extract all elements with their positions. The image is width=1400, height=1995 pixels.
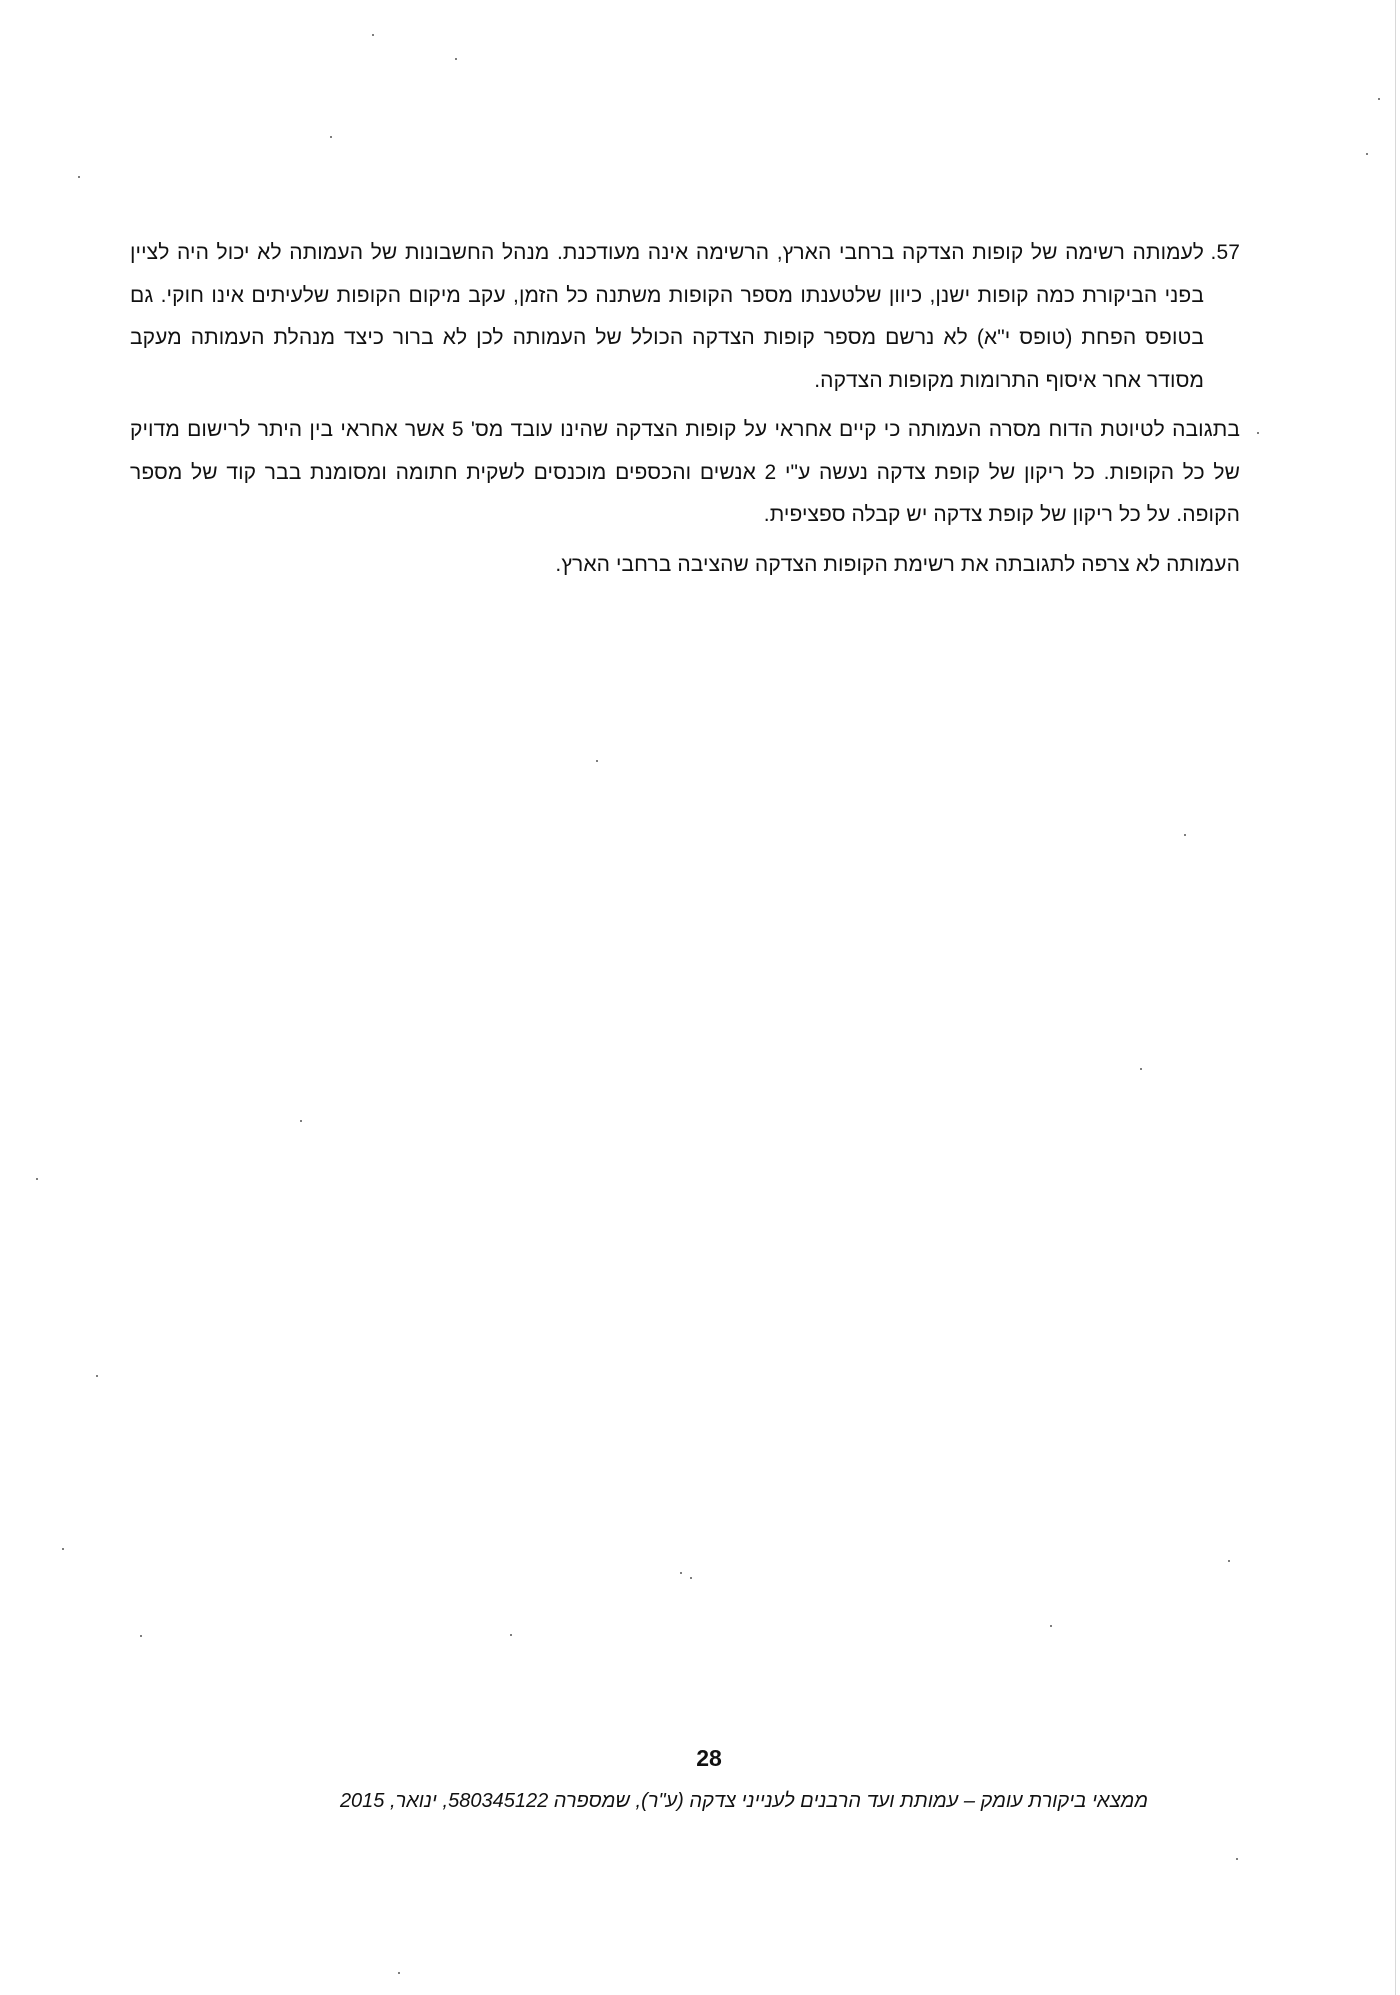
paragraph-response: בתגובה לטיוטת הדוח מסרה העמותה כי קיים אחראי על קופות הצדקה שהינו עובד מס' 5 אשר אחראי בין היתר לרישום מדויק של כל הקופות. כל ריקון של קופת צדקה נעשה ע"י 2 אנשים והכספים מוכנסים לשקית חתומה ומסומנת בבר קוד של מספר הקופה. על כל ריקון של קופת צדקה יש קבלה ספציפית. — [130, 418, 1240, 526]
scan-edge — [1395, 0, 1396, 1995]
paragraph-number: 57. — [1210, 241, 1240, 264]
document-body — [130, 232, 1240, 586]
paragraph-text: לעמותה רשימה של קופות הצדקה ברחבי הארץ, הרשימה אינה מעודכנת. מנהל החשבונות של העמותה לא יכול היה לציין בפני הביקורת כמה קופות ישנן, כיוון שלטענתו מספר הקופות משתנה כל הזמן, עקב מיקום הקופות שלעיתים אינו חוקי. גם בטופס הפחת (טופס י"א) לא נרשם מספר קופות הצדקה הכולל של העמותה לכן לא ברור כיצד מנהלת העמותה מעקב מסודר אחר איסוף התרומות מקופות הצדקה. — [130, 241, 1204, 392]
page-footer: ממצאי ביקורת עומק – עמותת ועד הרבנים לענייני צדקה (ע"ר), שמספרה 580345122, ינואר, 2015 — [339, 1790, 1148, 1812]
paragraph-conclusion: העמותה לא צרפה לתגובתה את רשימת הקופות הצדקה שהציבה ברחבי הארץ. — [555, 552, 1240, 576]
page-number: 28 — [696, 1745, 722, 1771]
paragraph-57 — [130, 232, 1240, 402]
